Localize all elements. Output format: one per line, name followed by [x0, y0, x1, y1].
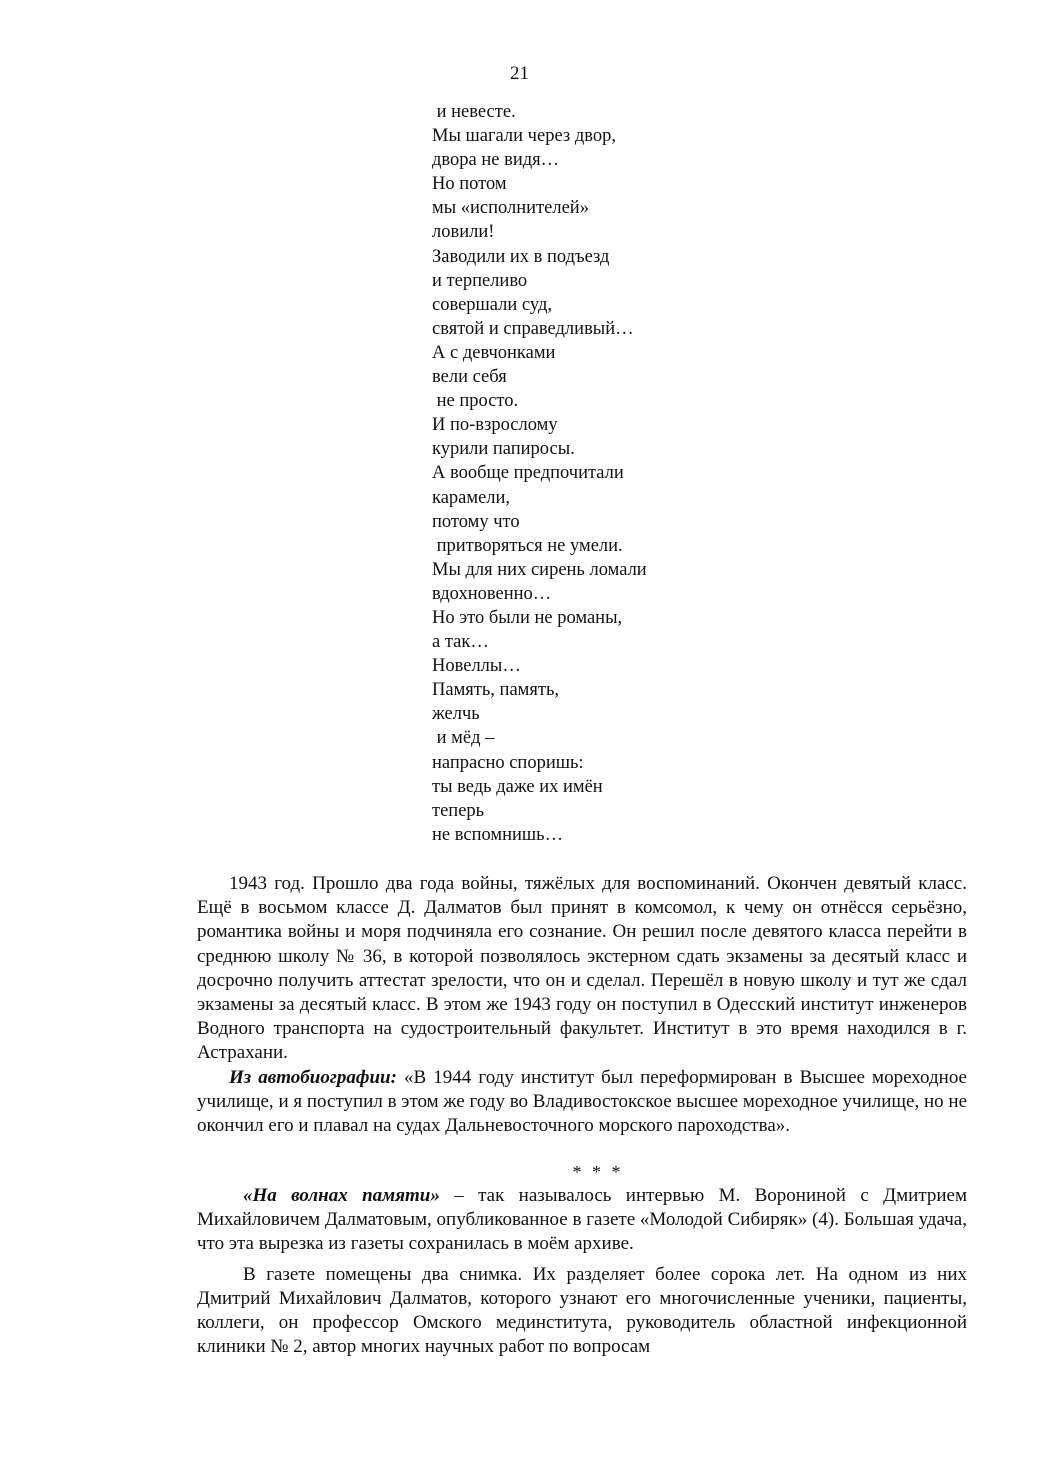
poem-line: и терпеливо — [432, 270, 528, 291]
poem-line: Мы шагали через двор, — [432, 126, 616, 147]
poem-line: притворяться не умели. — [432, 535, 623, 556]
poem-line: двора не видя… — [432, 150, 560, 171]
poem-line: карамели, — [432, 487, 511, 508]
poem-line: Мы для них сирень ломали — [432, 559, 647, 580]
poem-line: не вспомнишь… — [432, 824, 564, 845]
interview-text: – так называлось интервью М. Ворониной с Дмитрием Михайловичем Далматовым, опубликованное в газете «Молодой Сибиряк» (4). Большая удача, что эта вырезка из газеты сохранилась в моём архиве. — [197, 1185, 967, 1255]
poem-line: совершали суд, — [432, 294, 553, 315]
poem-line: Заводили их в подъезд — [432, 246, 610, 267]
poem-line: теперь — [432, 800, 485, 821]
poem-line: и невесте. — [432, 102, 516, 122]
poem-line: Память, память, — [432, 680, 560, 701]
paragraph-1943: 1943 год. Прошло два года войны, тяжёлых для воспоминаний. Окончен девятый класс. Ещё в восьмом классе Д. Далматов был принят в комсомол, к чему он отнёсся серьёзно, романтика войны и моря подчиняла его сознание. Он решил после девятого класса перейти в среднюю школу № 36, в которой позволялось экстерном сдать экзамены за десятый класс и досрочно получить аттестат зрелости, что он и сделал. Перешёл в новую школу и тут же сдал экзамены за десятый класс. В этом же 1943 году он поступил в Одесский институт инженеров Водного транспорта на судостроительный факультет. Институт в это время находился в г. Астрахани. — [197, 873, 967, 1064]
poem-line: И по-взрослому — [432, 415, 558, 436]
poem-line: Но потом — [432, 174, 507, 195]
poem-line: ловили! — [432, 222, 495, 243]
poem-line: не просто. — [432, 391, 519, 412]
poem-line: святой и справедливый… — [432, 318, 634, 339]
page-number: 21 — [510, 63, 529, 84]
paragraph-photos: В газете помещены два снимка. Их разделяет более сорока лет. На одном из них Дмитрий Михайлович Далматов, которого узнают его многочисленные ученики, пациенты, коллеги, он профессор Омского мединститута, руководитель областной инфекционной клиники № 2, автор многих научных работ по вопросам — [197, 1263, 967, 1358]
poem-line: Новеллы… — [432, 656, 521, 677]
poem-line: курили папиросы. — [432, 439, 575, 460]
interview-title: «На волнах памяти» — [243, 1185, 440, 1206]
poem-line: и мёд – — [432, 728, 495, 749]
biography-section — [197, 872, 967, 1138]
poem-line: Но это были не романы, — [432, 607, 623, 628]
section-separator: * * * — [572, 1162, 624, 1182]
autobiography-quote: «В 1944 году институт был переформирован в Высшее мореходное училище, и я поступил в этом же году во Владивостокское высшее мореходное училище, но не окончил его и плавал на судах Дальневосточного морского пароходства». — [197, 1066, 967, 1137]
poem-line: мы «исполнителей» — [432, 198, 589, 219]
poem-line: вдохновенно… — [432, 583, 552, 604]
poem-line: А вообще предпочитали — [432, 463, 624, 484]
poem — [432, 100, 852, 847]
poem-line: а так… — [432, 632, 489, 653]
poem-line: напрасно споришь: — [432, 752, 584, 773]
poem-line: потому что — [432, 511, 520, 532]
interview-section — [197, 1184, 967, 1359]
poem-line: А с девчонками — [432, 342, 556, 363]
paragraph-autobiography — [197, 1066, 967, 1139]
poem-line: вели себя — [432, 367, 507, 388]
poem-line: желчь — [432, 704, 480, 725]
autobiography-label: Из автобиографии: — [229, 1066, 397, 1088]
paragraph-interview — [197, 1184, 967, 1257]
poem-line: ты ведь даже их имён — [432, 776, 603, 797]
